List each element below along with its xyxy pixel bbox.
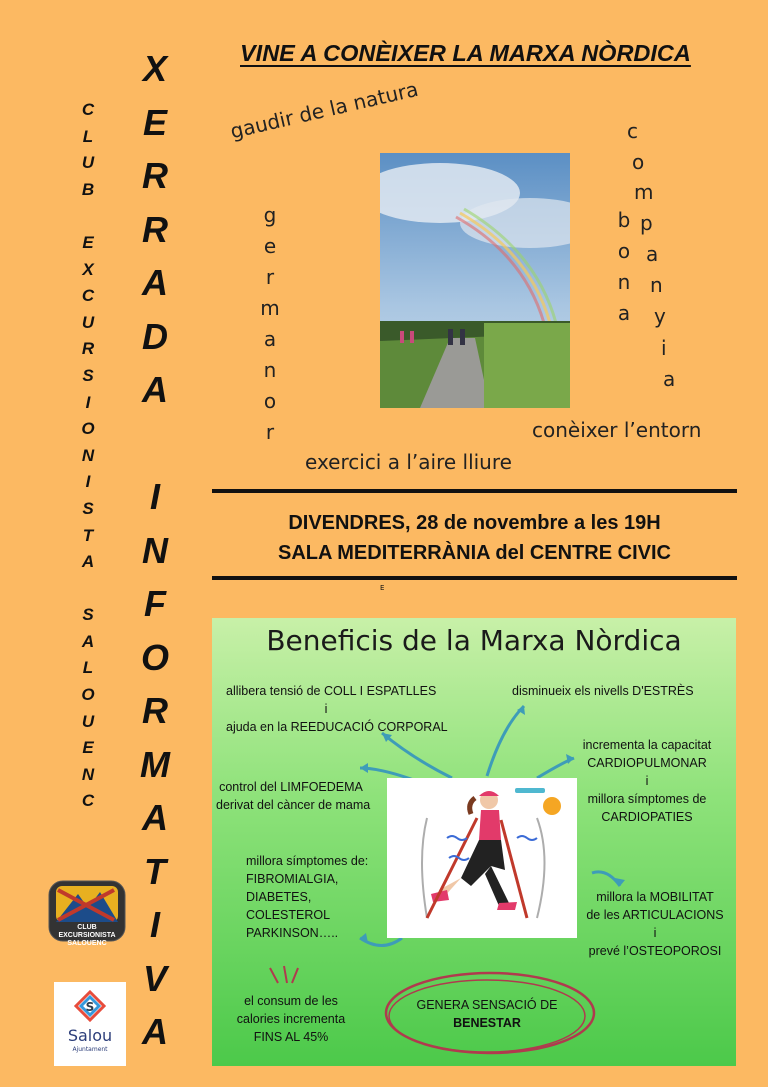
club-logo-text [48,924,126,948]
club-letter: U [81,153,95,173]
benefit-line: control del LIMFOEDEMA [219,780,363,794]
word-bona [612,205,636,329]
germanor-letter: o [263,389,277,413]
salou-logo-sub: Ajuntament [72,1046,108,1053]
benefits-panel [212,618,736,1066]
germanor-letter: r [265,265,275,289]
word-companyia-letter: y [654,304,666,328]
club-letter: O [81,419,95,439]
benefit-line: millora símptomes de: [246,854,369,868]
club-letter: O [81,685,95,705]
bona-letter: n [617,270,631,294]
xerrada-letter [150,417,160,471]
benefit-simptomes [246,852,368,942]
bona-letter: o [617,239,631,263]
benefit-line: COLESTEROL [246,908,331,922]
club-letter: L [82,658,94,678]
benefit-line: i [653,926,657,940]
word-companyia-letter: n [650,273,663,297]
club-logo-line: CLUB EXCURSIONISTA [58,924,116,939]
club-letter: R [81,339,95,359]
germanor-letter: a [263,327,277,351]
club-letter: I [85,472,91,492]
club-letter: A [81,552,95,572]
walkers-rainbow-photo [380,153,570,408]
club-letter: A [81,631,95,651]
club-letter: I [85,392,91,412]
nordic-walker-illustration [387,778,577,938]
event-date: DIVENDRES, 28 de novembre a les 19H [288,512,661,534]
xerrada-letter: M [140,743,170,785]
club-letter: U [81,312,95,332]
benefit-line: allibera tensió de COLL I ESPATLLES [226,684,437,698]
benefit-estres: disminueix els nivells D'ESTRÈS [512,684,694,698]
xerrada-letter: R [142,690,168,731]
salou-logo [54,982,126,1066]
benefit-line: BENESTAR [453,1016,521,1030]
benefit-mobilitat [580,888,730,960]
benefit-line: ajuda en la REEDUCACIÓ CORPORAL [226,720,448,734]
xerrada-letter: V [142,957,167,999]
club-vertical-text [70,97,106,815]
benefit-line: de les ARTICULACIONS [586,908,724,922]
xerrada-letter: X [142,48,167,89]
salou-logo-text: Salou [67,1026,113,1045]
svg-text:S: S [85,1000,95,1014]
word-gaudir: gaudir de la natura [228,76,421,144]
xerrada-informativa-vertical-text [130,42,180,1059]
xerrada-letter: N [142,529,168,571]
benefit-line: i [645,774,649,788]
benefit-line: el consum de les [244,994,338,1008]
club-letter: E [82,232,94,252]
word-coneixer: conèixer l’entorn [532,418,702,442]
xerrada-letter: I [149,476,160,517]
benefit-line: GENERA SENSACIÓ DE [416,998,558,1012]
club-letter: C [81,791,95,811]
benefit-line: millora símptomes de [587,792,707,806]
event-info [212,508,737,568]
club-letter: U [81,711,95,731]
benefit-limfoedema [216,778,371,814]
benefit-line: FIBROMIALGIA, [246,872,339,886]
word-companyia-letter: a [663,367,676,391]
club-letter: N [81,445,95,465]
benefit-line: CARDIOPULMONAR [587,756,707,770]
word-companyia-letter: c [627,119,638,143]
xerrada-letter: R [142,208,168,250]
club-letter: T [82,525,94,545]
club-letter: S [82,365,94,385]
benefit-line: incrementa la capacitat [582,738,712,752]
salou-logo-mark [74,990,106,1022]
tiny-mark: E [380,584,385,592]
club-letter: X [82,259,94,279]
club-letter: C [81,100,95,119]
club-letter: S [82,498,94,518]
xerrada-letter: F [144,583,166,624]
xerrada-letter: T [144,850,166,892]
poster-title: VINE A CONÈIXER LA MARXA NÒRDICA [240,40,691,66]
divider-top [212,489,737,493]
club-letter: L [82,126,94,146]
xerrada-letter: E [142,101,167,143]
xerrada-letter: R [142,155,168,196]
word-germanor [258,200,282,448]
benefit-line: PARKINSON….. [246,926,339,940]
benefit-line: DIABETES, [246,890,312,904]
germanor-letter: n [263,358,277,382]
bona-letter: b [617,208,631,232]
word-companyia-letter: a [646,242,659,266]
benefits-title: Beneficis de la Marxa Nòrdica [266,624,682,657]
club-letter: B [81,179,95,199]
benefit-line: CARDIOPATIES [601,810,693,824]
benefit-line: calories incrementa [236,1012,346,1026]
germanor-letter: m [260,296,280,320]
club-letter: C [81,286,95,306]
germanor-letter: e [263,234,277,258]
benefit-line: derivat del càncer de mama [216,798,371,812]
benefit-line: FINS AL 45% [253,1030,329,1044]
benefit-line: prevé l’OSTEOPOROSI [588,944,722,958]
benefit-line: millora la MOBILITAT [596,890,714,904]
xerrada-letter: D [142,315,168,357]
benefit-cardio [572,736,722,826]
xerrada-letter: A [142,797,168,838]
xerrada-letter: A [142,369,168,410]
word-companyia-letter: m [634,180,654,204]
xerrada-letter: I [149,904,160,945]
event-venue: SALA MEDITERRÀNIA del CENTRE CIVIC [278,542,671,564]
club-logo [48,880,126,947]
club-logo-line: SALOUENC [67,940,107,947]
word-companyia-letter: o [632,150,645,174]
benefit-benestar [412,996,562,1032]
xerrada-letter: A [142,1011,168,1052]
divider-bottom [212,576,737,580]
xerrada-letter: O [140,636,169,678]
bona-letter: a [617,301,631,325]
germanor-letter: r [265,420,275,444]
benefit-calories [216,992,366,1046]
benefit-line: i [324,702,328,716]
germanor-letter: g [263,203,277,227]
word-companyia-letter: i [661,336,667,360]
word-companyia-letter: p [640,211,653,235]
xerrada-letter: A [142,262,168,303]
word-exercici: exercici a l’aire lliure [305,450,512,474]
benefit-coll-espatlles [226,682,448,736]
club-letter: N [81,764,95,784]
club-letter: E [82,738,94,758]
club-letter [86,576,91,603]
club-letter: S [82,605,94,625]
club-letter [86,203,91,230]
